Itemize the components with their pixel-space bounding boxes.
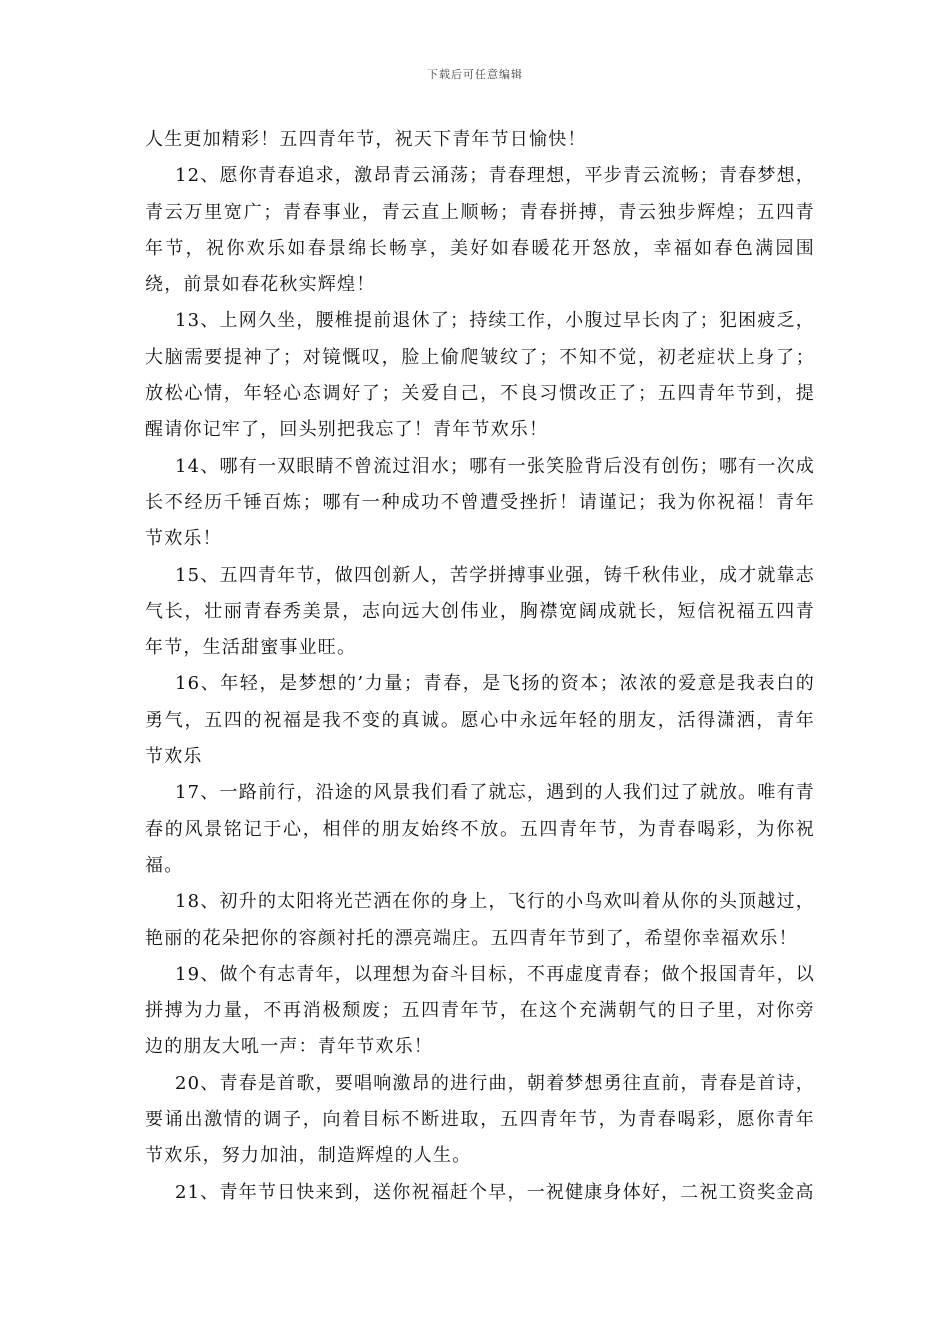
paragraph: 16、年轻，是梦想的’力量；青春，是飞扬的资本；浓浓的爱意是我表白的勇气，五四的祝福是我不变的真诚。愿心中永远年轻的朋友，活得潇洒，青年节欢乐 <box>145 673 815 768</box>
paragraph: 19、做个有志青年，以理想为奋斗目标，不再虚度青春；做个报国青年，以拼搏为力量，不再消极颓废；五四青年节，在这个充满朝气的日子里，对你旁边的朋友大吼一声：青年节欢乐！ <box>145 963 815 1058</box>
paragraph: 18、初升的太阳将光芒洒在你的身上，飞行的小鸟欢叫着从你的头顶越过，艳丽的花朵把你的容颜衬托的漂亮端庄。五四青年节到了，希望你幸福欢乐！ <box>145 891 815 949</box>
paragraph: 15、五四青年节，做四创新人，苦学拼搏事业强，铸千秋伟业，成才就靠志气长，壮丽青春秀美景，志向远大创伟业，胸襟宽阔成就长，短信祝福五四青年节，生活甜蜜事业旺。 <box>145 564 815 659</box>
page-header: 下载后可任意编辑 <box>427 68 523 81</box>
paragraph: 17、一路前行，沿途的风景我们看了就忘，遇到的人我们过了就放。唯有青春的风景铭记于心，相伴的朋友始终不放。五四青年节，为青春喝彩，为你祝福。 <box>145 782 815 876</box>
paragraph: 20、青春是首歌，要唱响激昂的进行曲，朝着梦想勇往直前，青春是首诗，要诵出激情的调子，向着目标不断进取，五四青年节，为青春喝彩，愿你青年节欢乐，努力加油，制造辉煌的人生。 <box>145 1072 815 1167</box>
document-body <box>145 122 815 1211</box>
paragraph: 13、上网久坐，腰椎提前退休了；持续工作，小腹过早长肉了；犯困疲乏，大脑需要提神了；对镜慨叹，脸上偷爬皱纹了；不知不觉，初老症状上身了；放松心情，年轻心态调好了；关爱自己，不良习惯改正了；五四青年节到，提醒请你记牢了，回头别把我忘了！青年节欢乐！ <box>145 310 815 441</box>
paragraph: 人生更加精彩！五四青年节，祝天下青年节日愉快！ <box>145 129 587 150</box>
paragraph: 21、青年节日快来到，送你祝福赶个早，一祝健康身体好，二祝工资奖金高 <box>175 1181 815 1203</box>
paragraph: 12、愿你青春追求，激昂青云涌荡；青春理想，平步青云流畅；青春梦想，青云万里宽广；青春事业，青云直上顺畅；青春拼搏，青云独步辉煌；五四青年节，祝你欢乐如春景绵长畅享，美好如春暖花开怒放，幸福如春色满园围绕，前景如春花秋实辉煌！ <box>145 165 815 296</box>
paragraph: 14、哪有一双眼睛不曾流过泪水；哪有一张笑脸背后没有创伤；哪有一次成长不经历千锤百炼；哪有一种成功不曾遭受挫折！请谨记；我为你祝福！青年节欢乐！ <box>145 455 815 550</box>
